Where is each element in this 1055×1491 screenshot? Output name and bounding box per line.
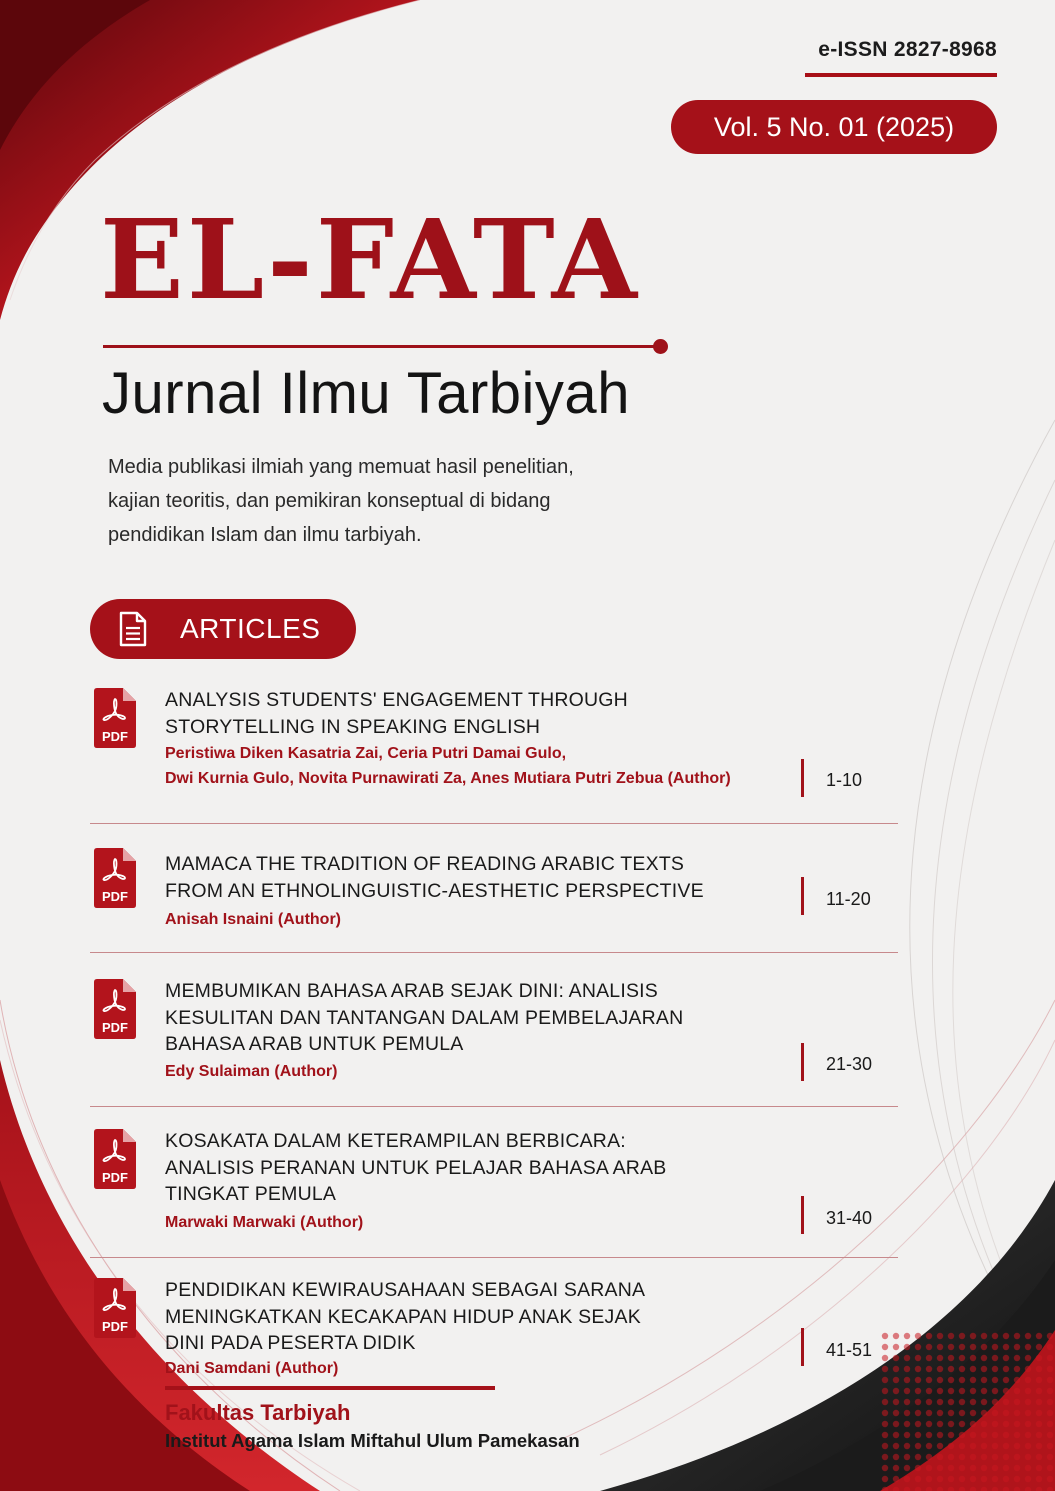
article-title-line: PENDIDIKAN KEWIRAUSAHAAN SEBAGAI SARANA (165, 1279, 646, 1301)
article-title-line: TINGKAT PEMULA (165, 1183, 337, 1205)
pages-separator (801, 1196, 804, 1234)
article-item[interactable] (90, 978, 898, 1088)
document-icon (118, 611, 148, 647)
description-line: kajian teoritis, dan pemikiran konseptual di bidang (108, 490, 551, 512)
article-item[interactable] (90, 847, 898, 937)
article-title-line: DINI PADA PESERTA DIDIK (165, 1332, 416, 1354)
title-rule (103, 345, 659, 348)
article-author-line: Anisah Isnaini (Author) (165, 911, 341, 928)
journal-description (108, 450, 648, 552)
article-divider (90, 823, 898, 824)
pdf-icon[interactable] (92, 847, 138, 909)
pdf-icon-label: PDF (102, 1020, 128, 1035)
article-item[interactable] (90, 1128, 898, 1238)
articles-section-label: ARTICLES (180, 613, 321, 644)
article-divider (90, 1257, 898, 1258)
article-title[interactable] (165, 687, 725, 740)
faculty-name: Fakultas Tarbiyah (165, 1400, 351, 1425)
title-rule-dot (653, 339, 668, 354)
article-title-line: MAMACA THE TRADITION OF READING ARABIC TEXTS (165, 853, 685, 875)
articles-section-badge (90, 599, 356, 659)
pages-separator (801, 877, 804, 915)
article-author-line: Dwi Kurnia Gulo, Novita Purnawirati Za, Anes Mutiara Putri Zebua (Author) (165, 770, 731, 787)
pages-separator (801, 1043, 804, 1081)
pdf-icon[interactable] (92, 1277, 138, 1339)
article-title-line: FROM AN ETHNOLINGUISTIC-AESTHETIC PERSPECTIVE (165, 879, 704, 902)
pdf-icon[interactable] (92, 687, 138, 749)
article-pages: 11-20 (826, 889, 871, 909)
article-divider (90, 1106, 898, 1107)
article-pages: 41-51 (826, 1340, 873, 1360)
article-title-line: KOSAKATA DALAM KETERAMPILAN BERBICARA: (165, 1130, 626, 1152)
article-author-line: Marwaki Marwaki (Author) (165, 1214, 364, 1231)
pdf-icon[interactable] (92, 978, 138, 1040)
article-title-line: ANALYSIS STUDENTS' ENGAGEMENT THROUGH (165, 689, 628, 711)
article-authors (165, 907, 785, 932)
pdf-icon-label: PDF (102, 1319, 128, 1334)
article-title[interactable] (165, 1277, 725, 1357)
article-title[interactable] (165, 1128, 725, 1208)
article-title-line: BAHASA ARAB UNTUK PEMULA (165, 1033, 464, 1055)
pdf-icon-label: PDF (102, 729, 128, 744)
description-line: pendidikan Islam dan ilmu tarbiyah. (108, 524, 422, 546)
article-item[interactable] (90, 1277, 898, 1382)
pages-separator (801, 1328, 804, 1366)
article-divider (90, 952, 898, 953)
article-item[interactable] (90, 687, 898, 797)
article-author-line: Edy Sulaiman (Author) (165, 1063, 338, 1080)
article-title-line: MENINGKATKAN KECAKAPAN HIDUP ANAK SEJAK (165, 1305, 641, 1328)
article-author-line: Peristiwa Diken Kasatria Zai, Ceria Putri Damai Gulo, (165, 745, 567, 762)
description-line: Media publikasi ilmiah yang memuat hasil penelitian, (108, 456, 574, 478)
article-authors (165, 1059, 785, 1084)
issn-underline (805, 73, 997, 77)
pages-separator (801, 759, 804, 797)
article-pages: 1-10 (826, 770, 863, 790)
article-title-line: STORYTELLING IN SPEAKING ENGLISH (165, 715, 541, 738)
article-title[interactable] (165, 978, 725, 1058)
article-author-line: Dani Samdani (Author) (165, 1360, 339, 1377)
article-pages: 21-30 (826, 1054, 873, 1074)
article-authors (165, 1356, 785, 1381)
issn-label: e-ISSN 2827-8968 (818, 38, 997, 61)
institution-name: Institut Agama Islam Miftahul Ulum Pamekasan (165, 1430, 580, 1451)
pdf-icon-label: PDF (102, 889, 128, 904)
pdf-icon[interactable] (92, 1128, 138, 1190)
article-title[interactable] (165, 851, 725, 904)
article-title-line: MEMBUMIKAN BAHASA ARAB SEJAK DINI: ANALISIS (165, 980, 658, 1002)
article-authors (165, 741, 785, 791)
journal-subtitle: Jurnal Ilmu Tarbiyah (102, 361, 630, 426)
journal-title: EL-FATA (100, 195, 641, 324)
article-pages: 31-40 (826, 1208, 873, 1228)
article-authors (165, 1210, 785, 1235)
footer-rule (165, 1386, 495, 1390)
volume-badge: Vol. 5 No. 01 (2025) (671, 100, 997, 154)
article-title-line: ANALISIS PERANAN UNTUK PELAJAR BAHASA ARAB (165, 1156, 667, 1179)
pdf-icon-label: PDF (102, 1170, 128, 1185)
article-title-line: KESULITAN DAN TANTANGAN DALAM PEMBELAJARAN (165, 1006, 684, 1029)
